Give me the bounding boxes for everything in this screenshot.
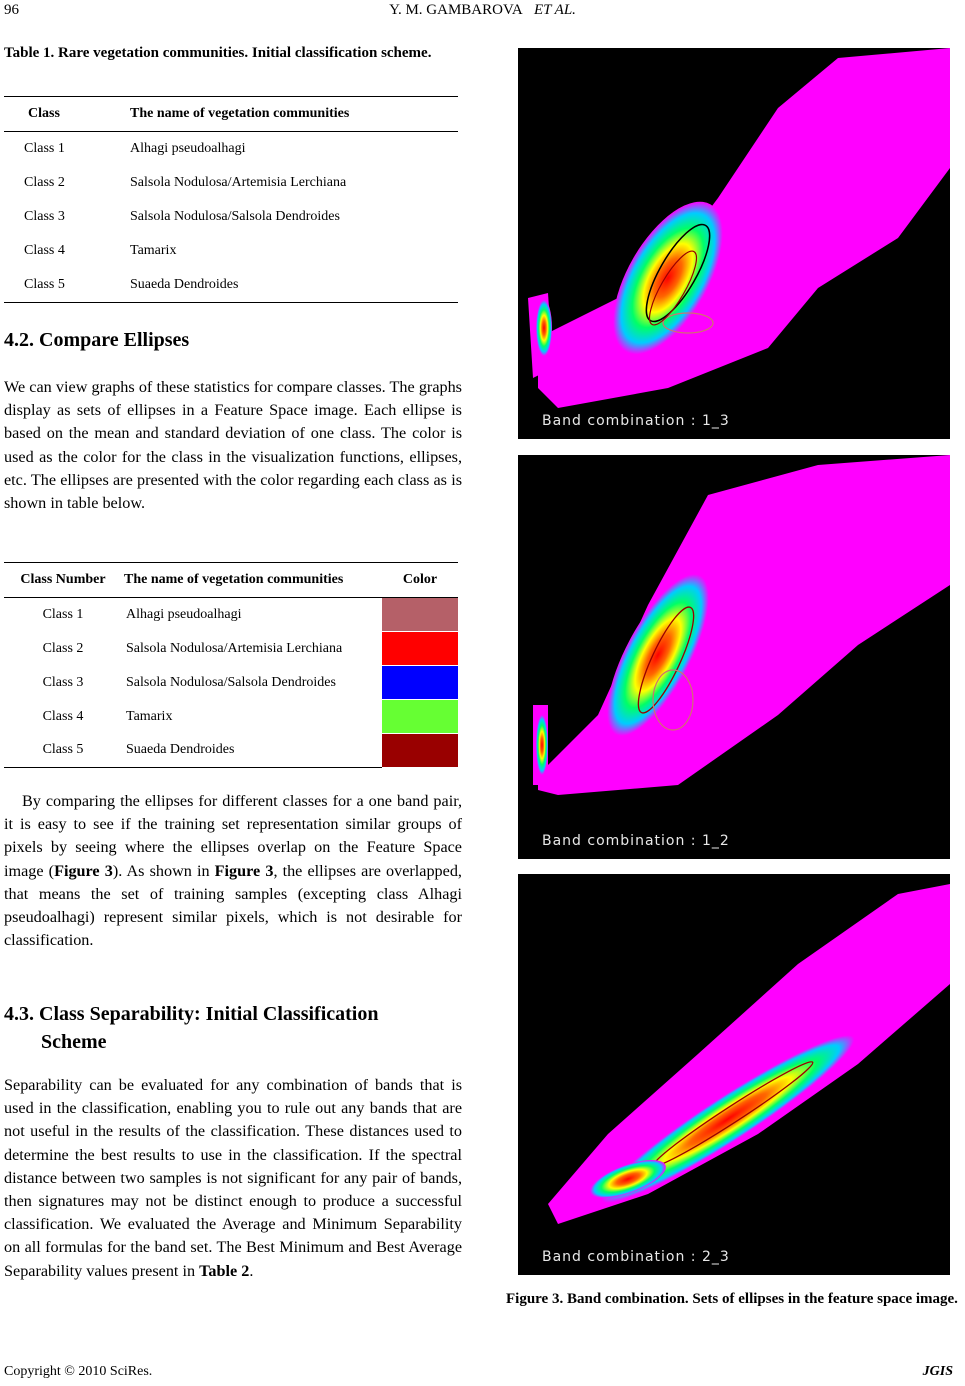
table1-cell-name: Salsola Nodulosa/Salsola Dendroides	[130, 209, 340, 224]
table1-cell-name: Suaeda Dendroides	[130, 277, 239, 292]
table-row	[4, 268, 458, 303]
running-header	[0, 2, 965, 19]
table1-header-name: The name of vegetation communities	[130, 106, 350, 121]
table2-cell-name: Tamarix	[126, 708, 173, 724]
page-number: 96	[4, 2, 19, 18]
table1	[4, 96, 458, 303]
table-row	[4, 234, 458, 268]
table1-header-class: Class	[28, 106, 60, 121]
color-swatch	[382, 666, 458, 700]
table2-cell-class: Class 5	[42, 742, 84, 758]
table2-cell-name: Suaeda Dendroides	[126, 742, 235, 758]
table1-cell-class: Class 3	[24, 209, 65, 224]
table2-cell-class: Class 4	[42, 708, 84, 724]
table1-cell-class: Class 4	[24, 243, 65, 258]
feature-space-image-2-3	[518, 874, 950, 1275]
color-swatch	[382, 734, 458, 768]
table2-cell-name: Salsola Nodulosa/Artemisia Lerchiana	[126, 640, 343, 656]
section-heading-4-2: 4.2. Compare Ellipses	[4, 329, 190, 351]
table2-cell-class: Class 2	[42, 640, 84, 656]
band-combination-label: Band combination : 1_2	[542, 833, 730, 849]
feature-space-image-1-3	[518, 48, 950, 439]
table1-cell-class: Class 1	[24, 141, 65, 156]
table1-cell-name: Salsola Nodulosa/Artemisia Lerchiana	[130, 175, 347, 190]
table1-cell-class: Class 2	[24, 175, 65, 190]
figure-reference[interactable]: Figure 3	[214, 861, 274, 880]
comparison-paragraph	[4, 790, 462, 952]
table2-header-color: Color	[402, 572, 438, 587]
table2-cell-class: Class 1	[42, 606, 84, 622]
table-row	[4, 132, 458, 167]
paragraph-text: , the ellipses are overlapped, that means the set of training samples (excepting class Alhagi pseudoalhagi) represent similar pixels, which is not desirable for classification.	[4, 861, 462, 950]
table-row	[4, 700, 458, 734]
table2	[4, 562, 458, 768]
table-reference[interactable]: Table 2	[199, 1261, 250, 1280]
band-combination-label: Band combination : 1_3	[542, 413, 730, 429]
color-swatch	[382, 632, 458, 666]
color-swatch	[382, 700, 458, 734]
table2-header-name: The name of vegetation communities	[124, 572, 344, 587]
paragraph-text: ). As shown in	[112, 861, 215, 880]
table1-cell-name: Tamarix	[130, 243, 177, 258]
paragraph-text: By comparing the ellipses for different classes for a one band pair, it is easy to see if the training set representation similar groups of pixels by seeing where the ellipses overlap on the Feature Space image (	[4, 792, 462, 880]
heading-line: Scheme	[41, 1031, 107, 1053]
table2-cell-name: Salsola Nodulosa/Salsola Dendroides	[126, 674, 336, 690]
table-row	[4, 632, 458, 666]
feature-space-plot	[518, 874, 950, 1275]
table1-caption: Table 1. Rare vegetation communities. Initial classification scheme.	[4, 45, 432, 61]
heading-line: 4.3. Class Separability: Initial Classification	[4, 1003, 379, 1025]
paragraph-text: .	[249, 1261, 254, 1280]
table1-cell-class: Class 5	[24, 277, 65, 292]
table2-cell-name: Alhagi pseudoalhagi	[126, 606, 242, 622]
color-swatch	[382, 598, 458, 632]
table1-cell-name: Alhagi pseudoalhagi	[130, 141, 246, 156]
figure-3-caption: Figure 3. Band combination. Sets of ellipses in the feature space image.	[506, 1291, 958, 1307]
header-authors: Y. M. GAMBAROVA	[389, 2, 523, 18]
section-heading-4-3	[4, 1000, 378, 1056]
journal-name: JGIS	[922, 1364, 953, 1379]
feature-space-plot	[518, 455, 950, 859]
header-etal: ET AL.	[533, 2, 576, 18]
copyright-notice: Copyright © 2010 SciRes.	[4, 1364, 153, 1379]
figure-reference[interactable]: Figure 3	[54, 861, 113, 880]
section-4-2-paragraph: We can view graphs of these statistics for compare classes. The graphs display as sets of ellipses in a Feature Space image. Each ellipse is based on the mean and standard deviation of one class. The color is used as the color for the class in the visualization functions, ellipses, etc. The ellipses are presented with the color regarding each class as is shown in table below.	[4, 378, 462, 513]
band-combination-label: Band combination : 2_3	[542, 1249, 730, 1265]
table-row	[4, 734, 458, 768]
table-row	[4, 200, 458, 234]
feature-space-plot	[518, 48, 950, 439]
table2-cell-class: Class 3	[42, 674, 84, 690]
section-4-3-paragraph	[4, 1074, 462, 1283]
table-row	[4, 666, 458, 700]
table-row	[4, 598, 458, 632]
feature-space-image-1-2	[518, 455, 950, 859]
table2-header-class-number: Class Number	[20, 572, 106, 587]
paragraph-text: Separability can be evaluated for any combination of bands that is used in the classification, enabling you to rule out any bands that are not useful in the results of the classification. These distances used to determine the best results to use in the classification. If the spectral distance between two samples is not significant for any pair of bands, then signatures may not be distinct enough to produce a successful classification. We evaluated the Average and Minimum Separability on all formulas for the band set. The Best Minimum and Best Average Separability values present in	[4, 1076, 462, 1280]
table-row	[4, 166, 458, 200]
